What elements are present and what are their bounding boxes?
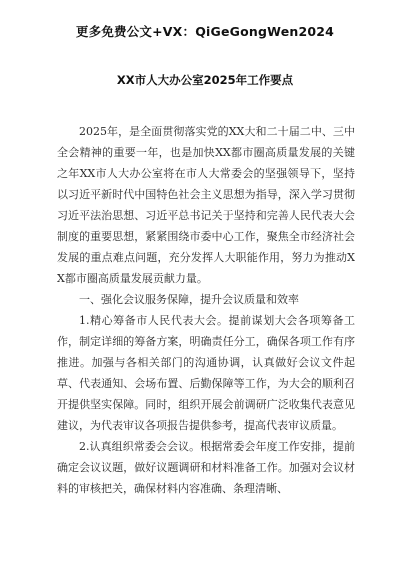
section-1-heading: 一、强化会议服务保障，提升会议质量和效率 (79, 293, 299, 306)
document-title: XX市人大办公室2025年工作要点 (116, 73, 294, 87)
document-body (57, 121, 355, 499)
item-1-paragraph: 1.精心筹备市人民代表大会。提前谋划大会各项筹备工作，制定详细的筹备方案，明确责任分工，确保各项工作有序推进。加强与各相关部门的沟通协调，认真做好会议文件起草、代表通知、会场布置、后勤保障等工作，为大会的顺利召开提供坚实保障。同时，组织开展会前调研广泛收集代表意见建议，为代表审议各项报告提供参考，提高代表审议质量。 (57, 314, 355, 432)
item-2-paragraph: 2.认真组织常委会会议。根据常委会年度工作安排，提前确定会议议题，做好议题调研和材料准备工作。加强对会议材料的审核把关，确保材料内容准确、条理清晰、 (57, 440, 355, 495)
intro-paragraph: 2025年，是全面贯彻落实党的XX大和二十届二中、三中全会精神的重要一年，也是加快XX都市圈高质量发展的关键之年XX市人大办公室将在市人大常委会的坚强领导下，坚持以习近平新时代中国特色社会主义思想为指导，深入学习贯彻习近平法治思想、习近平总书记关于坚持和完善人民代表大会制度的重要思想，紧紧围绕市委中心工作，聚焦全市经济社会发展的重点难点问题，充分发挥人大职能作用，努力为推动XX都市圈高质量发展贡献力量。 (57, 125, 355, 285)
watermark-banner: 更多免费公文+VX：QiGeGongWen2024 (75, 24, 335, 39)
